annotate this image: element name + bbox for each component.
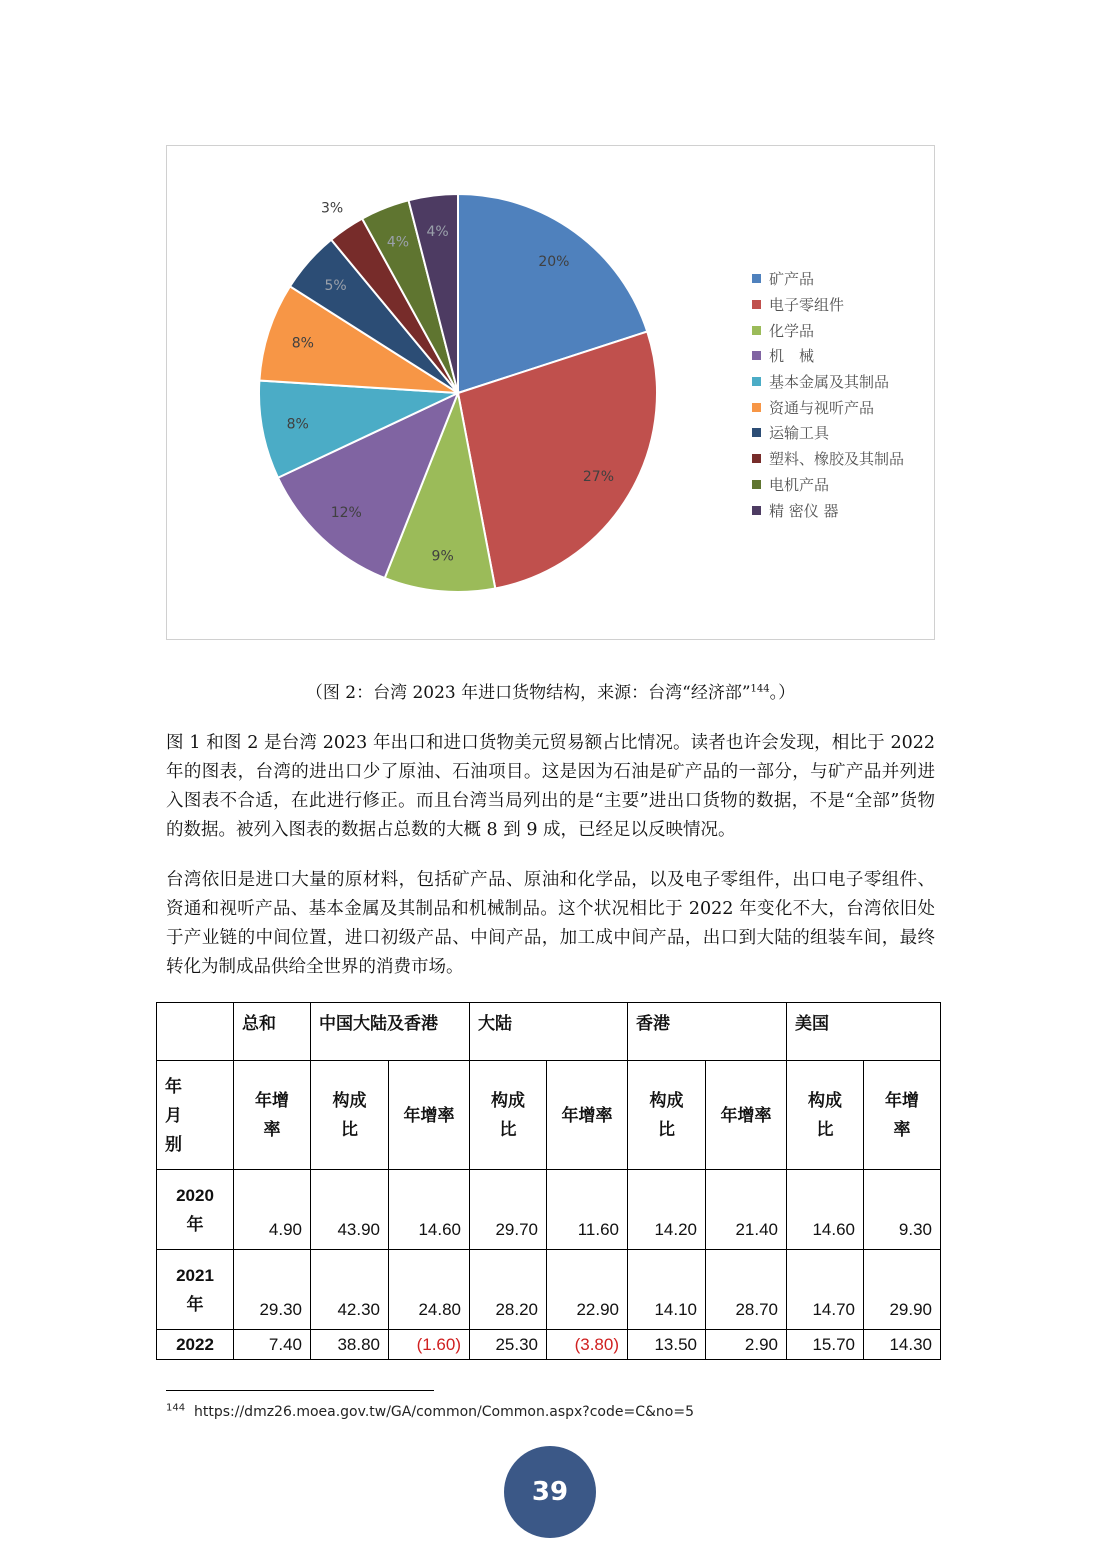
pie-data-label: 4% xyxy=(386,234,410,251)
sub-header: 构成 比 xyxy=(787,1061,864,1170)
legend-item xyxy=(752,292,904,318)
legend-item xyxy=(752,394,904,420)
legend-swatch xyxy=(752,428,761,437)
caption-footnote-ref[interactable]: 144 xyxy=(750,683,770,695)
sub-header: 年增率 xyxy=(706,1061,787,1170)
figure-caption xyxy=(166,678,935,703)
table-cell: 13.50 xyxy=(628,1330,706,1360)
row-year: 2020 年 xyxy=(157,1170,234,1250)
legend-label: 机 械 xyxy=(769,347,815,366)
sub-header: 构成 比 xyxy=(470,1061,547,1170)
pie-data-label: 27% xyxy=(582,469,615,486)
group-header: 中国大陆及香港 xyxy=(311,1003,470,1061)
caption-text: （图 2：台湾 2023 年进口货物结构，来源：台湾“经济部” xyxy=(305,683,751,703)
trade-table xyxy=(156,1002,941,1360)
legend-label: 资通与视听产品 xyxy=(769,398,875,417)
table-header-groups xyxy=(157,1003,941,1061)
legend-label: 化学品 xyxy=(769,321,815,340)
sub-header: 年增 率 xyxy=(234,1061,311,1170)
legend-swatch xyxy=(752,506,761,515)
legend-label: 电机产品 xyxy=(769,475,830,494)
sub-header: 年增率 xyxy=(389,1061,470,1170)
table-cell: (3.80) xyxy=(547,1330,628,1360)
footnote-link[interactable]: https://dmz26.moea.gov.tw/GA/common/Common.aspx?code=C&no=5 xyxy=(194,1404,695,1420)
table-cell: 15.70 xyxy=(787,1330,864,1360)
sub-header: 年增率 xyxy=(547,1061,628,1170)
legend-swatch xyxy=(752,480,761,489)
legend-item xyxy=(752,266,904,292)
legend-label: 塑料、橡胶及其制品 xyxy=(769,450,905,469)
legend-label: 精 密仪 器 xyxy=(769,501,839,520)
row-year: 2021 年 xyxy=(157,1250,234,1330)
sub-header: 年增 率 xyxy=(864,1061,941,1170)
table-cell: 11.60 xyxy=(547,1170,628,1250)
table-cell: 25.30 xyxy=(470,1330,547,1360)
page-number: 39 xyxy=(504,1446,596,1538)
legend-swatch xyxy=(752,351,761,360)
footnote xyxy=(166,1404,694,1420)
table-cell: 14.60 xyxy=(389,1170,470,1250)
table-cell: 14.30 xyxy=(864,1330,941,1360)
group-header: 美国 xyxy=(787,1003,941,1061)
table-cell: 24.80 xyxy=(389,1250,470,1330)
table-cell: 4.90 xyxy=(234,1170,311,1250)
legend-swatch xyxy=(752,377,761,386)
pie-data-label: 5% xyxy=(324,278,347,295)
footnote-number: 144 xyxy=(166,1402,186,1414)
pie-data-label: 3% xyxy=(320,200,344,217)
legend-swatch xyxy=(752,300,761,309)
pie-data-label: 12% xyxy=(330,504,362,521)
table-cell: 7.40 xyxy=(234,1330,311,1360)
table-cell: 14.70 xyxy=(787,1250,864,1330)
legend-label: 基本金属及其制品 xyxy=(769,373,890,392)
table-row xyxy=(157,1250,941,1330)
table-cell: 22.90 xyxy=(547,1250,628,1330)
legend-label: 运输工具 xyxy=(769,424,830,443)
legend-item xyxy=(752,317,904,343)
row-label-header: 年 月 别 xyxy=(157,1061,234,1170)
table-cell: (1.60) xyxy=(389,1330,470,1360)
paragraph-2: 台湾依旧是进口大量的原材料，包括矿产品、原油和化学品，以及电子零组件，出口电子零组件、资通和视听产品、基本金属及其制品和机械制品。这个状况相比于 2022 年变化不大，台湾依旧处于产业链的中间位置，进口初级产品、中间产品，加工成中间产品，出口到大陆的组装车间，最终转化为制成品供给全世界的消费市场。 xyxy=(166,870,935,977)
legend-swatch xyxy=(752,454,761,463)
pie-data-label: 8% xyxy=(291,335,314,352)
row-year: 2022 xyxy=(157,1330,234,1360)
table-cell: 28.20 xyxy=(470,1250,547,1330)
table-cell: 29.30 xyxy=(234,1250,311,1330)
legend-swatch xyxy=(752,403,761,412)
pie-data-label: 4% xyxy=(426,224,449,241)
legend-swatch xyxy=(752,274,761,283)
table-corner xyxy=(157,1003,234,1061)
table-cell: 14.60 xyxy=(787,1170,864,1250)
pie-chart xyxy=(166,145,935,640)
legend-item xyxy=(752,497,904,523)
pie-data-label: 8% xyxy=(286,416,309,433)
group-header: 总和 xyxy=(234,1003,311,1061)
legend-label: 电子零组件 xyxy=(769,296,845,315)
paragraph-1: 图 1 和图 2 是台湾 2023 年出口和进口货物美元贸易额占比情况。读者也许会发现，相比于 2022 年的图表，台湾的进出口少了原油、石油项目。这是因为石油是矿产品的一部分，与矿产品并列进入图表不合适，在此进行修正。而且台湾当局列出的是“主要”进出口货物的数据，不是“全部”货物的数据。被列入图表的数据占总数的大概 8 到 9 成，已经足以反映情况。 xyxy=(166,733,935,840)
table-cell: 29.90 xyxy=(864,1250,941,1330)
table-cell: 14.20 xyxy=(628,1170,706,1250)
footnote-divider xyxy=(166,1390,434,1391)
sub-header: 构成 比 xyxy=(628,1061,706,1170)
table-cell: 14.10 xyxy=(628,1250,706,1330)
table-row xyxy=(157,1330,941,1360)
table-cell: 29.70 xyxy=(470,1170,547,1250)
legend-item xyxy=(752,472,904,498)
group-header: 大陆 xyxy=(470,1003,628,1061)
table-cell: 21.40 xyxy=(706,1170,787,1250)
pie-data-label: 20% xyxy=(538,253,570,270)
legend-item xyxy=(752,343,904,369)
legend-swatch xyxy=(752,326,761,335)
chart-legend xyxy=(752,266,904,523)
table-row xyxy=(157,1170,941,1250)
table-cell: 2.90 xyxy=(706,1330,787,1360)
legend-item xyxy=(752,369,904,395)
table-cell: 42.30 xyxy=(311,1250,389,1330)
group-header: 香港 xyxy=(628,1003,787,1061)
sub-header: 构成 比 xyxy=(311,1061,389,1170)
table-cell: 9.30 xyxy=(864,1170,941,1250)
pie-data-label: 9% xyxy=(431,548,454,565)
table-cell: 38.80 xyxy=(311,1330,389,1360)
table-header-sub xyxy=(157,1061,941,1170)
table-cell: 43.90 xyxy=(311,1170,389,1250)
legend-item xyxy=(752,446,904,472)
table-cell: 28.70 xyxy=(706,1250,787,1330)
legend-item xyxy=(752,420,904,446)
legend-label: 矿产品 xyxy=(769,270,815,289)
caption-end: 。） xyxy=(769,683,796,703)
